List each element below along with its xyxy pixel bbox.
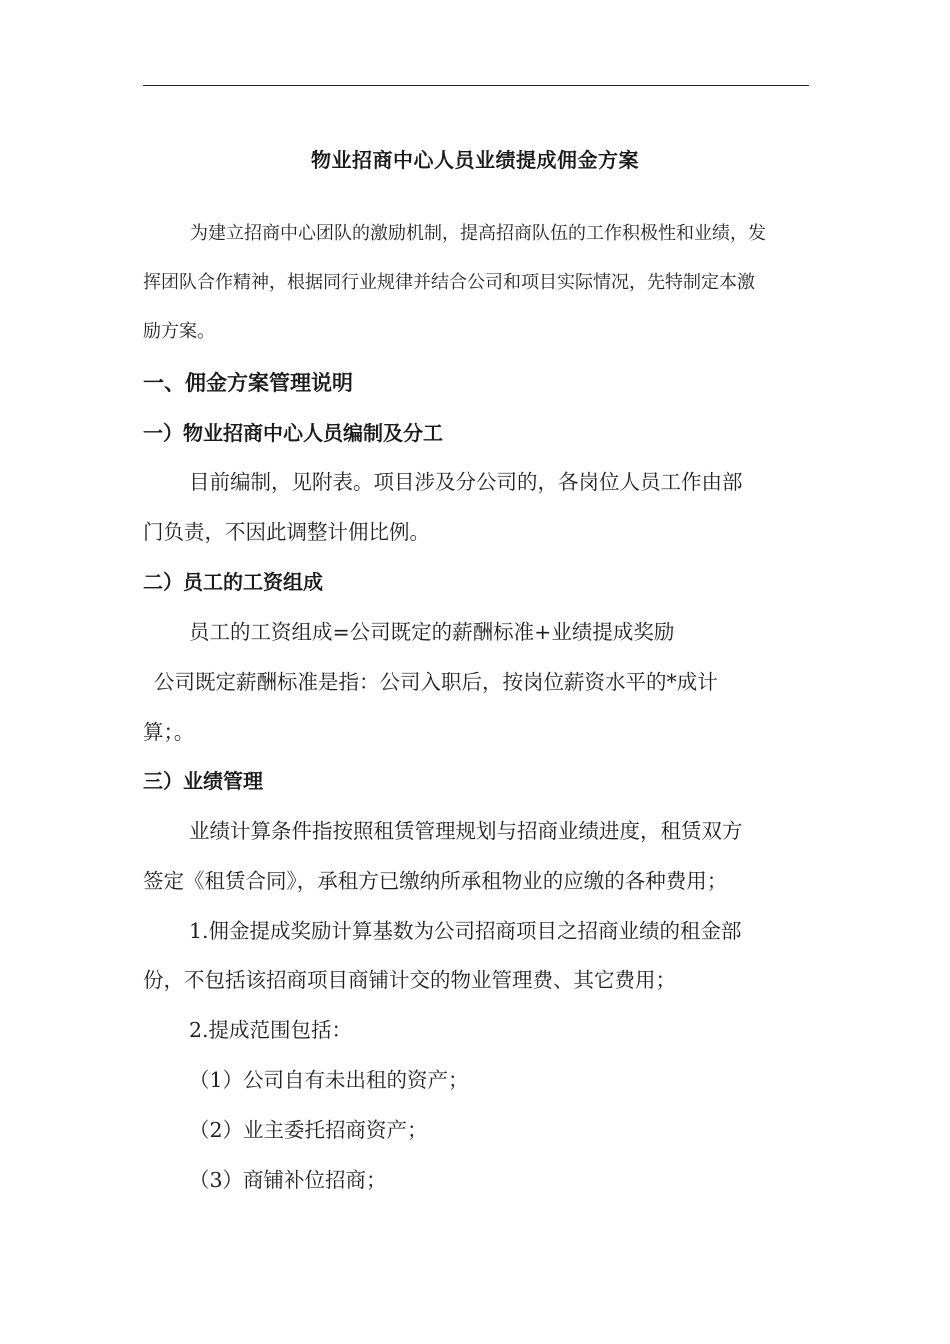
- document-title: 物业招商中心人员业绩提成佣金方案: [311, 148, 639, 172]
- paragraph-line: 份，不包括该招商项目商铺计交的物业管理费、其它费用；: [143, 968, 676, 992]
- paragraph-line: 算；。: [143, 720, 195, 744]
- paragraph-line: 2.提成范围包括：: [189, 1018, 353, 1042]
- subsection-heading-performance: 三）业绩管理: [143, 769, 263, 793]
- subsection-heading-staffing: 一）物业招商中心人员编制及分工: [143, 421, 443, 445]
- paragraph-line: 1.佣金提成奖励计算基数为公司招商项目之招商业绩的租金部: [189, 919, 742, 943]
- header-rule: [143, 85, 809, 86]
- list-item: （3）商铺补位招商；: [189, 1168, 387, 1192]
- section-heading: 一、佣金方案管理说明: [143, 371, 353, 395]
- paragraph-line: 业绩计算条件指按照租赁管理规划与招商业绩进度，租赁双方: [189, 819, 743, 843]
- list-item: （1）公司自有未出租的资产；: [189, 1068, 469, 1092]
- subsection-heading-salary: 二）员工的工资组成: [143, 570, 323, 594]
- paragraph-line: 目前编制，见附表。项目涉及分公司的，各岗位人员工作由部: [189, 470, 743, 494]
- paragraph-line: 门负责，不因此调整计佣比例。: [143, 520, 430, 544]
- paragraph-line: 签定《租赁合同》，承租方已缴纳所承租物业的应缴的各种费用；: [143, 869, 728, 893]
- intro-line-3: 励方案。: [143, 321, 215, 342]
- intro-line-1: 为建立招商中心团队的激励机制，提高招商队伍的工作积极性和业绩，发: [190, 223, 766, 244]
- list-item: （2）业主委托招商资产；: [189, 1118, 428, 1142]
- paragraph-line: 员工的工资组成=公司既定的薪酬标准+业绩提成奖励: [189, 620, 675, 644]
- paragraph-line: 公司既定薪酬标准是指：公司入职后，按岗位薪资水平的*成计: [154, 670, 718, 694]
- intro-line-2: 挥团队合作精神，根据同行业规律并结合公司和项目实际情况，先特制定本激: [143, 272, 755, 293]
